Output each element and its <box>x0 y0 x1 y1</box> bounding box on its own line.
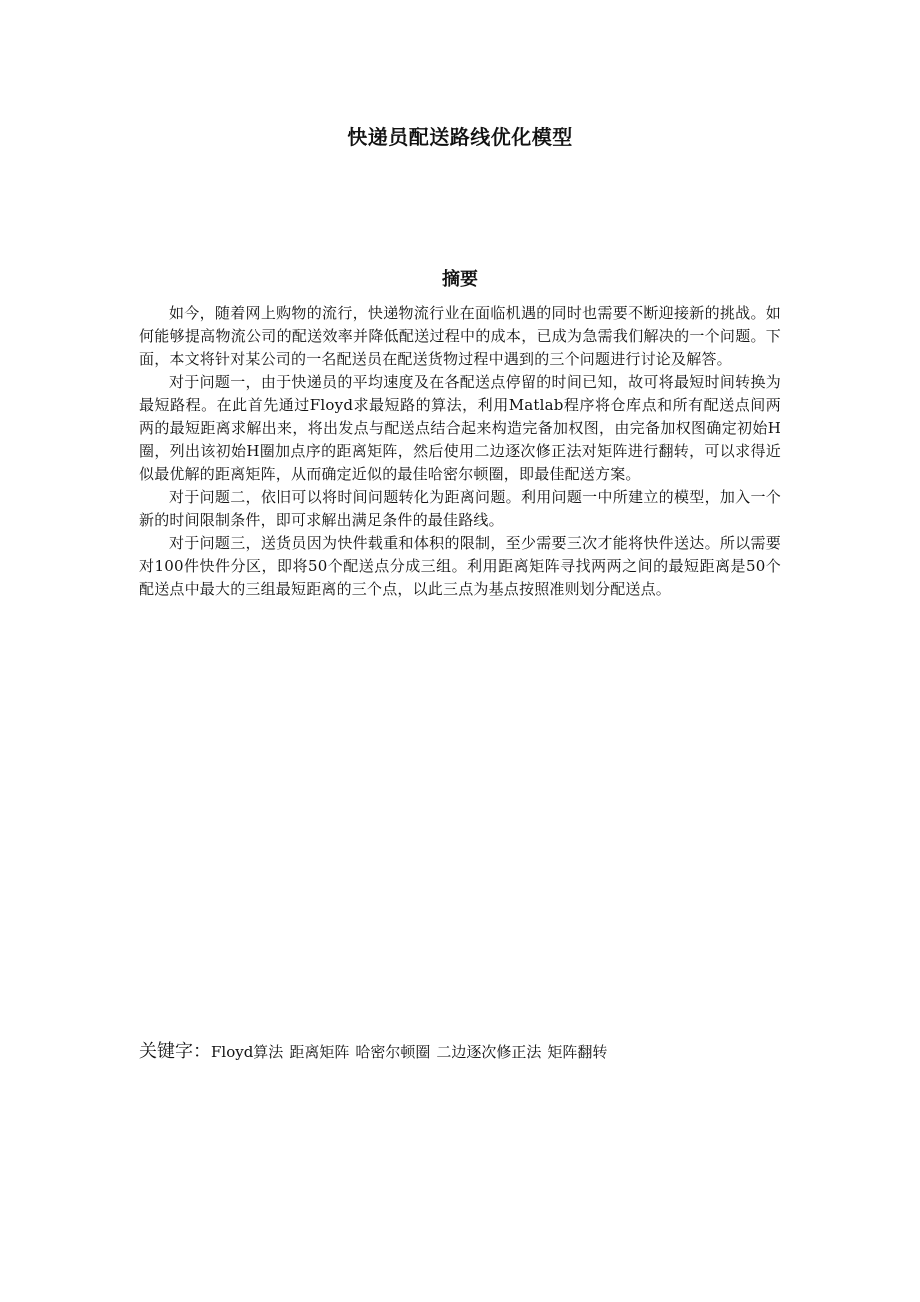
abstract-paragraph-2: 对于问题一，由于快递员的平均速度及在各配送点停留的时间已知，故可将最短时间转换为最短路程。在此首先通过Floyd求最短路的算法，利用Matlab程序将仓库点和所有配送点间两两的最短距离求解出来，将出发点与配送点结合起来构造完备加权图，由完备加权图确定初始H圈，列出该初始H圈加点序的距离矩阵，然后使用二边逐次修正法对矩阵进行翻转，可以求得近似最优解的距离矩阵，从而确定近似的最佳哈密尔顿圈，即最佳配送方案。 <box>139 373 781 483</box>
keyword-item: 矩阵翻转 <box>547 1043 608 1061</box>
abstract-paragraph-3: 对于问题二，依旧可以将时间问题转化为距离问题。利用问题一中所建立的模型，加入一个新的时间限制条件，即可求解出满足条件的最佳路线。 <box>139 488 781 529</box>
paper-title: 快递员配送路线优化模型 <box>347 125 573 149</box>
abstract-heading: 摘要 <box>442 269 478 290</box>
keyword-item: 哈密尔顿圈 <box>355 1043 431 1061</box>
keyword-item: 距离矩阵 <box>289 1043 350 1061</box>
keywords-label: 关键字： <box>139 1041 211 1062</box>
abstract-paragraph-1: 如今，随着网上购物的流行，快递物流行业在面临机遇的同时也需要不断迎接新的挑战。如何能够提高物流公司的配送效率并降低配送过程中的成本，已成为急需我们解决的一个问题。下面，本文将针对某公司的一名配送员在配送货物过程中遇到的三个问题进行讨论及解答。 <box>139 304 781 368</box>
abstract-paragraph-4: 对于问题三，送货员因为快件载重和体积的限制，至少需要三次才能将快件送达。所以需要对100件快件分区，即将50个配送点分成三组。利用距离矩阵寻找两两之间的最短距离是50个配送点中最大的三组最短距离的三个点，以此三点为基点按照准则划分配送点。 <box>139 534 781 598</box>
keyword-item: 二边逐次修正法 <box>436 1043 542 1061</box>
abstract-body <box>139 302 781 601</box>
keywords-line <box>139 1039 839 1065</box>
keyword-item: Floyd算法 <box>211 1043 284 1061</box>
